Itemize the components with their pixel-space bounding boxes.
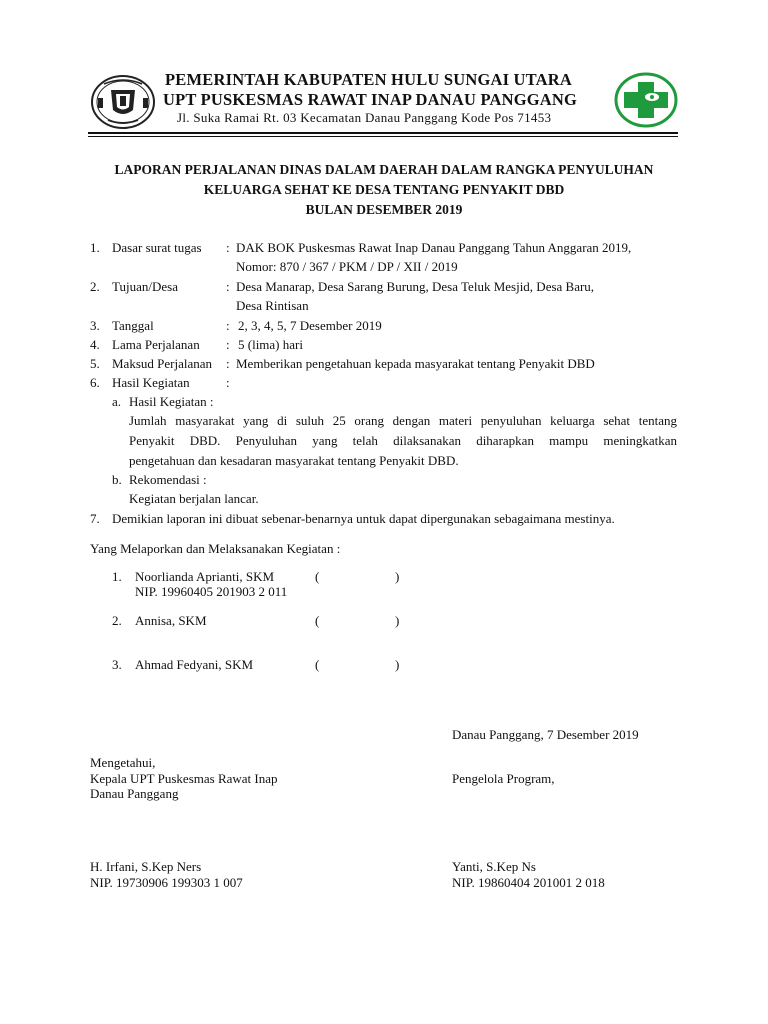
- reporter-number: 2.: [112, 613, 122, 628]
- program-manager-title: Pengelola Program,: [452, 771, 555, 786]
- item-label: Lama Perjalanan: [112, 337, 200, 352]
- item-value-line2: Desa Rintisan: [236, 298, 309, 313]
- signature-bracket-close: ): [395, 657, 400, 672]
- item-colon: :: [226, 337, 230, 352]
- reporter-number: 3.: [112, 657, 122, 672]
- item-number: 6.: [90, 375, 100, 390]
- item-label: Tanggal: [112, 318, 154, 333]
- result-paragraph-line3: pengetahuan dan kesadaran masyarakat tentang Penyakit DBD.: [129, 453, 459, 468]
- closing-statement: Demikian laporan ini dibuat sebenar-benarnya untuk dapat dipergunakan sebagaimana mestinya.: [112, 511, 615, 526]
- reporter-name: Noorlianda Aprianti, SKM: [135, 569, 275, 584]
- puskesmas-cross-logo-icon: [614, 72, 678, 128]
- signature-bracket-open: (: [315, 613, 320, 628]
- report-title-line3: BULAN DESEMBER 2019: [305, 202, 463, 217]
- item-value: Desa Manarap, Desa Sarang Burung, Desa Teluk Mesjid, Desa Baru,: [236, 279, 595, 294]
- result-paragraph-line2: Penyakit DBD. Penyuluhan yang telah dilaksanakan diharapkan mampu meningkatkan: [129, 433, 677, 448]
- item-label: Hasil Kegiatan: [112, 375, 190, 390]
- item-value: Memberikan pengetahuan kepada masyarakat tentang Penyakit DBD: [236, 356, 595, 371]
- item-colon: :: [226, 375, 230, 390]
- item-label: Maksud Perjalanan: [112, 356, 213, 371]
- item-number: 7.: [90, 511, 100, 526]
- head-title: Kepala UPT Puskesmas Rawat Inap: [90, 771, 278, 786]
- item-colon: :: [226, 318, 230, 333]
- acknowledged-label: Mengetahui,: [90, 755, 156, 770]
- reporter-number: 1.: [112, 569, 122, 584]
- item-number: 5.: [90, 356, 100, 371]
- item-number: 4.: [90, 337, 100, 352]
- head-nip: NIP. 19730906 199303 1 007: [90, 875, 243, 890]
- signature-bracket-close: ): [395, 613, 400, 628]
- subitem-label: Hasil Kegiatan :: [129, 394, 214, 409]
- regency-emblem-icon: [90, 74, 156, 130]
- report-title-line2: KELUARGA SEHAT KE DESA TENTANG PENYAKIT DBD: [203, 182, 565, 197]
- item-label: Dasar surat tugas: [112, 240, 202, 255]
- program-manager-nip: NIP. 19860404 201001 2 018: [452, 875, 605, 890]
- head-name: H. Irfani, S.Kep Ners: [90, 859, 202, 874]
- reporter-name: Ahmad Fedyani, SKM: [135, 657, 254, 672]
- item-value: 5 (lima) hari: [238, 337, 303, 352]
- item-colon: :: [226, 279, 230, 294]
- result-paragraph-line1: Jumlah masyarakat yang di suluh 25 orang dengan materi penyuluhan keluarga sehat tentang: [129, 413, 677, 428]
- reporter-nip: NIP. 19960405 201903 2 011: [135, 584, 288, 599]
- signature-bracket-open: (: [315, 657, 320, 672]
- item-value: DAK BOK Puskesmas Rawat Inap Danau Panggang Tahun Anggaran 2019,: [236, 240, 632, 255]
- item-number: 2.: [90, 279, 100, 294]
- letterhead-line1: PEMERINTAH KABUPATEN HULU SUNGAI UTARA: [165, 70, 572, 89]
- subitem-letter: b.: [112, 472, 122, 487]
- head-title-line2: Danau Panggang: [90, 786, 179, 801]
- item-label: Tujuan/Desa: [112, 279, 178, 294]
- subitem-label: Rekomendasi :: [129, 472, 207, 487]
- recommendation-text: Kegiatan berjalan lancar.: [129, 491, 259, 506]
- item-number: 3.: [90, 318, 100, 333]
- letterhead-rule-thin: [88, 136, 678, 137]
- reporters-heading: Yang Melaporkan dan Melaksanakan Kegiatan :: [90, 541, 341, 556]
- signature-bracket-close: ): [395, 569, 400, 584]
- letterhead-address: Jl. Suka Ramai Rt. 03 Kecamatan Danau Panggang Kode Pos 71453: [177, 110, 552, 125]
- item-colon: :: [226, 356, 230, 371]
- reporter-name: Annisa, SKM: [135, 613, 207, 628]
- item-number: 1.: [90, 240, 100, 255]
- report-title-line1: LAPORAN PERJALANAN DINAS DALAM DAERAH DALAM RANGKA PENYULUHAN: [114, 162, 654, 177]
- item-colon: :: [226, 240, 230, 255]
- subitem-letter: a.: [112, 394, 122, 409]
- letterhead-rule: [88, 132, 678, 134]
- item-value-line2: Nomor: 870 / 367 / PKM / DP / XII / 2019: [236, 259, 458, 274]
- program-manager-name: Yanti, S.Kep Ns: [452, 859, 536, 874]
- place-date: Danau Panggang, 7 Desember 2019: [452, 727, 639, 742]
- signature-bracket-open: (: [315, 569, 320, 584]
- item-value: 2, 3, 4, 5, 7 Desember 2019: [238, 318, 382, 333]
- letterhead-line2: UPT PUSKESMAS RAWAT INAP DANAU PANGGANG: [163, 90, 578, 109]
